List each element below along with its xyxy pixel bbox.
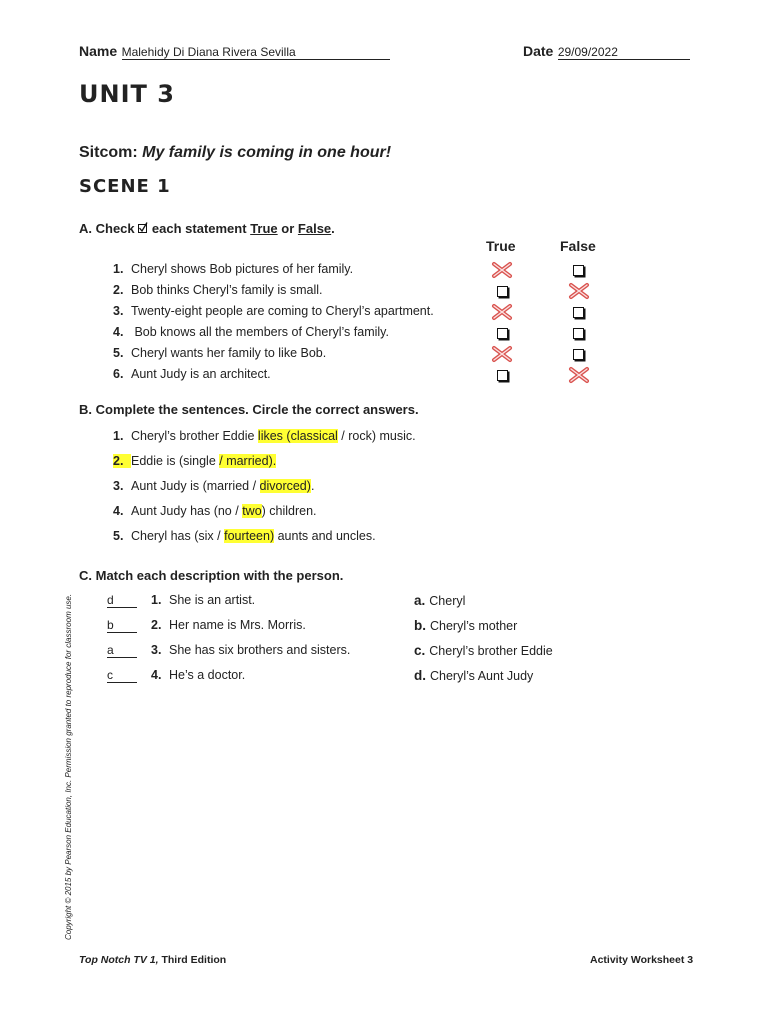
person-row: [414, 593, 465, 608]
sentence-text: / rock) music.: [337, 429, 416, 443]
instruction-check-word: Check: [95, 221, 135, 236]
match-number: 3.: [151, 643, 162, 657]
sentence-number: 4.: [113, 504, 124, 518]
highlighted-answer: / married).: [219, 454, 277, 468]
statement-row: [113, 262, 353, 276]
section-c-text: Match each description with the person.: [95, 568, 344, 583]
sentence-row: [113, 479, 314, 493]
match-row: [107, 618, 306, 633]
statement-number: 2.: [113, 283, 124, 297]
scene-title: SCENE 1: [79, 176, 171, 197]
match-answer-field[interactable]: d: [107, 593, 137, 608]
highlighted-answer: two: [242, 504, 262, 518]
match-number: 2.: [151, 618, 162, 632]
statement-row: [113, 367, 271, 381]
sitcom-title: My family is coming in one hour!: [142, 144, 392, 161]
footer-book: [79, 954, 226, 966]
section-b-letter: B.: [79, 402, 92, 417]
sentence-row: [113, 429, 416, 443]
statement-number: 1.: [113, 262, 124, 276]
name-label: Name: [79, 43, 118, 59]
sentence-text: Aunt Judy has (no /: [131, 504, 243, 518]
person-name: Cheryl’s mother: [430, 619, 518, 633]
sentence-text: Cheryl has (six /: [131, 529, 225, 543]
match-number: 4.: [151, 668, 162, 682]
x-mark-icon: [491, 303, 511, 319]
statement-number: 5.: [113, 346, 124, 360]
statement-number: 6.: [113, 367, 124, 381]
sitcom-label: Sitcom:: [79, 144, 138, 161]
statement-number: 4.: [113, 325, 124, 339]
date-field[interactable]: 29/09/2022: [558, 45, 690, 60]
match-row: [107, 643, 350, 658]
match-answer-field[interactable]: a: [107, 643, 137, 658]
match-description: She is an artist.: [169, 593, 256, 607]
footer-book-title: Top Notch TV 1,: [79, 954, 159, 966]
person-letter: b.: [414, 618, 426, 633]
instruction-period: .: [331, 221, 335, 236]
section-c-letter: C.: [79, 568, 92, 583]
match-row: [107, 668, 245, 683]
sentence-text: ) children.: [261, 504, 317, 518]
sentence-text: Aunt Judy is (married /: [131, 479, 260, 493]
match-description: She has six brothers and sisters.: [169, 643, 351, 657]
sentence-number: 3.: [113, 479, 124, 493]
statement-text: Bob thinks Cheryl’s family is small.: [131, 283, 323, 297]
statement-row: [113, 304, 434, 318]
sentence-text: aunts and uncles.: [274, 529, 376, 543]
x-mark-icon: [491, 261, 511, 277]
false-checkbox[interactable]: [573, 265, 584, 276]
section-a-letter: A.: [79, 221, 92, 236]
person-name: Cheryl’s Aunt Judy: [430, 669, 534, 683]
instruction-mid: each statement: [151, 221, 247, 236]
person-row: [414, 618, 517, 633]
checkbox-checked-icon: [138, 222, 148, 234]
column-false-header: False: [560, 238, 596, 254]
match-description: He’s a doctor.: [169, 668, 246, 682]
sentence-number: 1.: [113, 429, 124, 443]
match-row: [107, 593, 255, 608]
section-b-instruction: [79, 402, 419, 417]
sentence-number: 2.: [113, 454, 131, 468]
instruction-false: False: [297, 221, 332, 236]
section-a-instruction: [79, 221, 335, 236]
name-field[interactable]: Malehidy Di Diana Rivera Sevilla: [122, 45, 390, 60]
statement-text: Aunt Judy is an architect.: [131, 367, 271, 381]
sentence-row: [113, 504, 317, 518]
highlighted-answer: fourteen): [224, 529, 275, 543]
x-mark-icon: [568, 366, 588, 382]
statement-text: Cheryl wants her family to like Bob.: [131, 346, 327, 360]
copyright-notice: Copyright © 2015 by Pearson Education, Inc. Permission granted to reproduce for classroom use.: [64, 593, 73, 940]
x-mark-icon: [491, 345, 511, 361]
true-checkbox[interactable]: [497, 328, 508, 339]
sentence-row: [113, 454, 276, 468]
highlighted-answer: likes (classical: [257, 429, 338, 443]
column-true-header: True: [486, 238, 516, 254]
footer-worksheet: Activity Worksheet 3: [590, 954, 694, 966]
person-letter: a.: [414, 593, 426, 608]
sentence-text: Cheryl’s brother Eddie: [131, 429, 258, 443]
x-mark-icon: [568, 282, 588, 298]
true-checkbox[interactable]: [497, 370, 508, 381]
person-name: Cheryl’s brother Eddie: [429, 644, 553, 658]
sentence-row: [113, 529, 376, 543]
unit-title: UNIT 3: [79, 80, 175, 108]
false-checkbox[interactable]: [573, 328, 584, 339]
date-label: Date: [523, 43, 554, 59]
statement-row: [113, 283, 323, 297]
section-c-instruction: [79, 568, 343, 583]
person-row: [414, 643, 553, 658]
statement-text: Cheryl shows Bob pictures of her family.: [131, 262, 354, 276]
match-answer-field[interactable]: b: [107, 618, 137, 633]
sitcom-heading: [79, 144, 391, 162]
sentence-text: .: [310, 479, 315, 493]
false-checkbox[interactable]: [573, 307, 584, 318]
match-number: 1.: [151, 593, 162, 607]
false-checkbox[interactable]: [573, 349, 584, 360]
section-b-text: Complete the sentences. Circle the correct answers.: [95, 402, 419, 417]
statement-row: [113, 325, 389, 339]
date-row: [523, 43, 690, 61]
highlighted-answer: divorced): [259, 479, 311, 493]
true-checkbox[interactable]: [497, 286, 508, 297]
sentence-number: 5.: [113, 529, 124, 543]
match-answer-field[interactable]: c: [107, 668, 137, 683]
footer-edition: Third Edition: [158, 954, 227, 966]
instruction-or: or: [281, 221, 295, 236]
sentence-text: Eddie is (single: [131, 454, 220, 468]
person-row: [414, 668, 533, 683]
statement-text: Bob knows all the members of Cheryl’s family.: [131, 325, 389, 339]
person-letter: d.: [414, 668, 426, 683]
name-row: [79, 43, 390, 61]
statement-number: 3.: [113, 304, 124, 318]
match-description: Her name is Mrs. Morris.: [169, 618, 306, 632]
person-name: Cheryl: [429, 594, 466, 608]
person-letter: c.: [414, 643, 426, 658]
statement-row: [113, 346, 326, 360]
statement-text: Twenty-eight people are coming to Cheryl’s apartment.: [131, 304, 434, 318]
instruction-true: True: [250, 221, 278, 236]
